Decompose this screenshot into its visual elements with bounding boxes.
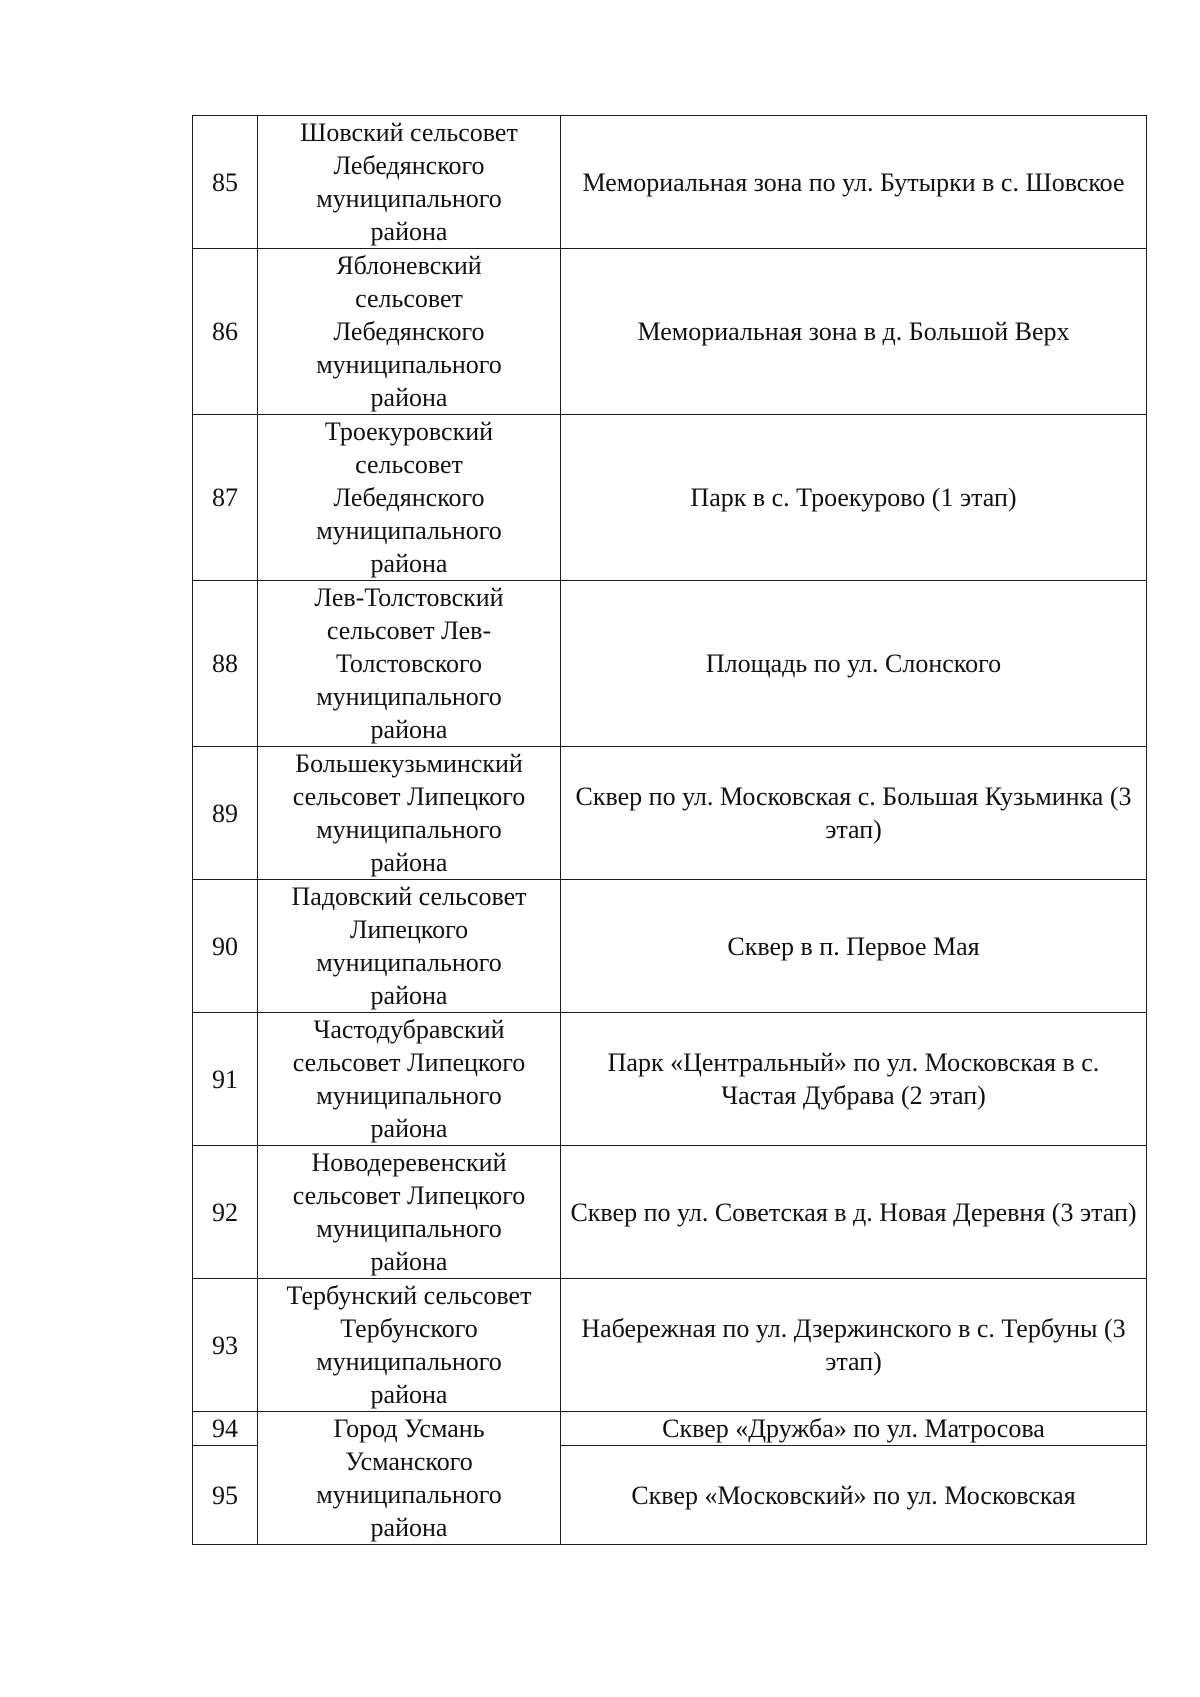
table-row — [193, 880, 1147, 1013]
object-text: Сквер по ул. Советская в д. Новая Деревня (3 этап) — [570, 1197, 1137, 1227]
organization-line: сельсовет — [355, 284, 463, 313]
organization-cell — [258, 581, 561, 747]
table-row — [193, 1279, 1147, 1412]
row-number-cell: 90 — [193, 880, 258, 1013]
organization-line: района — [370, 981, 448, 1010]
row-number-cell: 87 — [193, 415, 258, 581]
object-text: Мемориальная зона по ул. Бутырки в с. Шовское — [582, 167, 1125, 197]
organization-line: района — [370, 848, 448, 877]
table-row — [193, 116, 1147, 249]
object-cell — [561, 1279, 1147, 1412]
organization-line: муниципального — [316, 1214, 502, 1243]
object-text: Набережная по ул. Дзержинского в с. Тербуны (3 этап) — [581, 1314, 1126, 1376]
object-text: Сквер в п. Первое Мая — [727, 931, 980, 961]
organization-line: муниципального — [316, 948, 502, 977]
object-cell — [561, 249, 1147, 415]
row-number-cell: 93 — [193, 1279, 258, 1412]
organization-line: Тербунского — [340, 1314, 478, 1343]
organization-cell — [258, 1279, 561, 1412]
object-cell — [561, 1412, 1147, 1446]
table-row — [193, 747, 1147, 880]
organization-line: сельсовет — [355, 450, 463, 479]
organization-line: Лебедянского — [333, 151, 485, 180]
organization-line: муниципального — [316, 815, 502, 844]
row-number-cell: 92 — [193, 1146, 258, 1279]
organization-line: района — [370, 1513, 448, 1542]
object-text: Сквер «Дружба» по ул. Матросова — [662, 1414, 1045, 1443]
organization-line: Толстовского — [335, 649, 483, 678]
table-row — [193, 1013, 1147, 1146]
object-text: Сквер по ул. Московская с. Большая Кузьминка (3 этап) — [575, 782, 1132, 844]
object-text: Мемориальная зона в д. Большой Верх — [637, 317, 1070, 346]
organization-line: Лев-Толстовский — [314, 583, 504, 612]
row-number-cell: 86 — [193, 249, 258, 415]
table-row — [193, 1146, 1147, 1279]
table-body — [193, 116, 1147, 1545]
organization-line: Тербунский сельсовет — [286, 1281, 532, 1310]
organization-line: района — [370, 1247, 448, 1276]
organization-line: Лебедянского — [333, 317, 485, 346]
organization-line: района — [370, 549, 448, 578]
organization-cell — [258, 116, 561, 249]
table-row — [193, 581, 1147, 747]
organization-line: района — [370, 715, 448, 744]
organization-cell — [258, 1146, 561, 1279]
organization-line: Лебедянского — [333, 483, 485, 512]
organization-line: сельсовет Липецкого — [292, 1181, 526, 1210]
organization-line: сельсовет Липецкого — [292, 782, 526, 811]
object-text: Сквер «Московский» по ул. Московская — [631, 1480, 1076, 1510]
organization-line: Усманского — [345, 1447, 473, 1476]
organization-line: Большекузьминский — [295, 749, 523, 778]
row-number-cell: 85 — [193, 116, 258, 249]
row-number-cell: 95 — [193, 1446, 258, 1545]
organization-line: района — [370, 383, 448, 412]
organization-cell — [258, 747, 561, 880]
row-number-cell: 94 — [193, 1412, 258, 1446]
organization-line: Троекуровский — [324, 417, 494, 446]
row-number-cell: 89 — [193, 747, 258, 880]
organization-cell — [258, 1412, 561, 1545]
table-row — [193, 249, 1147, 415]
municipal-objects-table — [192, 115, 1147, 1545]
organization-line: Шовский сельсовет — [300, 118, 518, 147]
table-row — [193, 1412, 1147, 1446]
object-text: Парк в с. Троекурово (1 этап) — [690, 483, 1017, 512]
organization-line: муниципального — [316, 1081, 502, 1110]
organization-line: муниципального — [316, 350, 502, 379]
table-row — [193, 415, 1147, 581]
row-number-cell: 88 — [193, 581, 258, 747]
organization-line: Яблоневский — [336, 251, 482, 280]
object-cell — [561, 1146, 1147, 1279]
organization-line: района — [370, 217, 448, 246]
organization-line: муниципального — [316, 516, 502, 545]
organization-line: муниципального — [316, 1480, 502, 1509]
organization-cell — [258, 1013, 561, 1146]
organization-line: сельсовет Лев- — [326, 616, 492, 645]
organization-line: муниципального — [316, 184, 502, 213]
object-cell — [561, 747, 1147, 880]
object-cell — [561, 1013, 1147, 1146]
object-cell — [561, 1446, 1147, 1545]
organization-cell — [258, 249, 561, 415]
organization-line: муниципального — [316, 1347, 502, 1376]
row-number-cell: 91 — [193, 1013, 258, 1146]
organization-cell — [258, 880, 561, 1013]
organization-line: муниципального — [316, 682, 502, 711]
object-cell — [561, 880, 1147, 1013]
organization-line: Частодубравский — [313, 1015, 505, 1044]
object-cell — [561, 415, 1147, 581]
organization-line: района — [370, 1380, 448, 1409]
organization-line: Город Усмань — [333, 1414, 485, 1443]
object-text: Парк «Центральный» по ул. Московская в с. Частая Дубрава (2 этап) — [607, 1048, 1100, 1110]
organization-line: Падовский сельсовет — [291, 882, 527, 911]
object-cell — [561, 116, 1147, 249]
organization-line: Новодеревенский — [311, 1148, 507, 1177]
organization-cell — [258, 415, 561, 581]
organization-line: Липецкого — [349, 915, 469, 944]
organization-line: района — [370, 1114, 448, 1143]
object-cell — [561, 581, 1147, 747]
organization-line: сельсовет Липецкого — [292, 1048, 526, 1077]
object-text: Площадь по ул. Слонского — [705, 649, 1002, 678]
